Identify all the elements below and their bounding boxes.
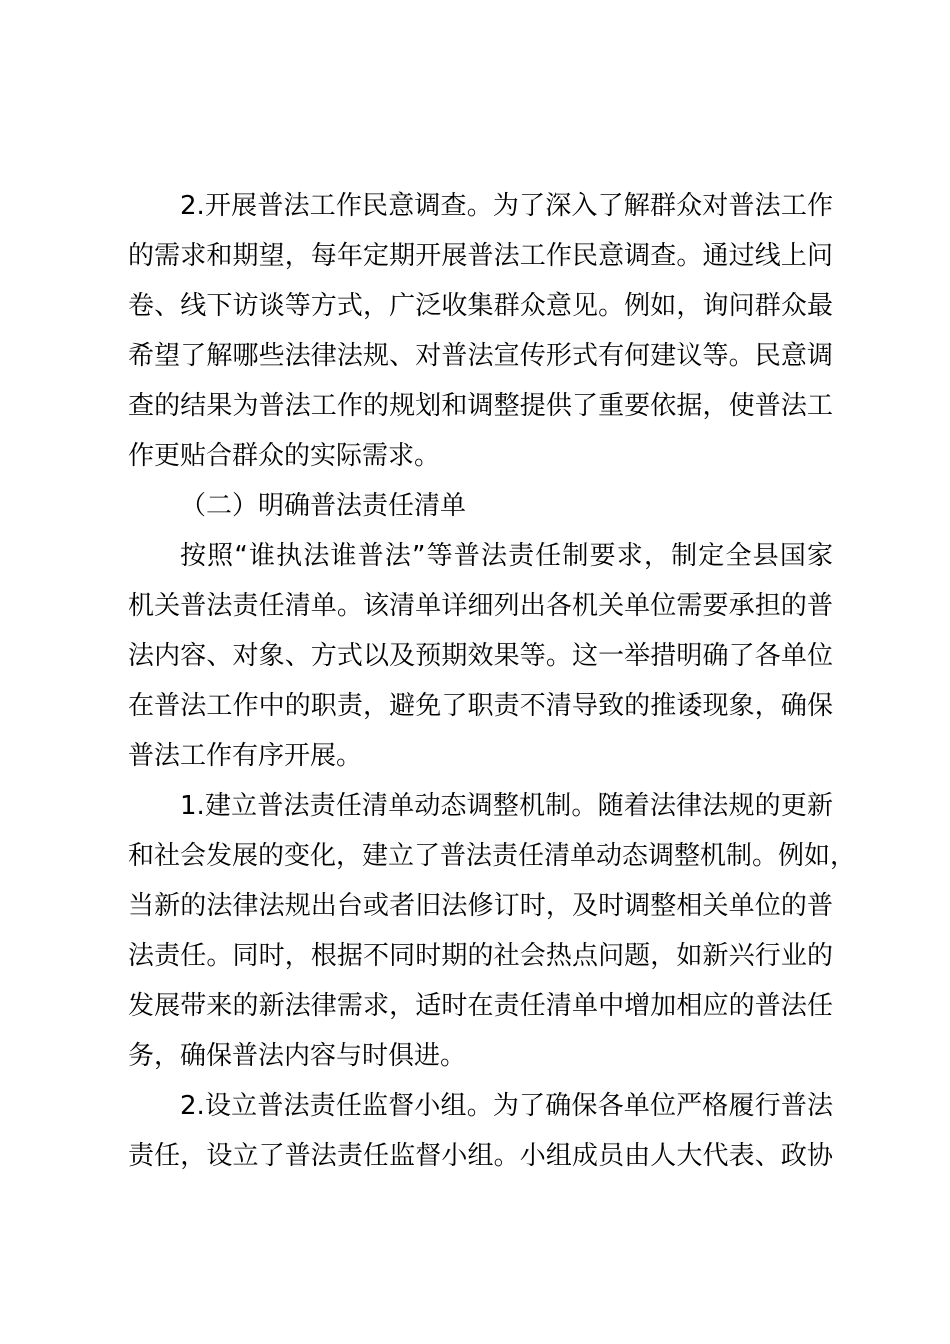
- section-heading: [128, 481, 833, 531]
- text-line: 务，确保普法内容与时俱进。: [128, 1041, 467, 1071]
- document-body: [128, 181, 857, 1181]
- text-line: 按照“谁执法谁普法”等普法责任制要求，制定全县国家: [180, 541, 833, 571]
- text-line: 卷、线下访谈等方式，广泛收集群众意见。例如，询问群众最: [128, 291, 833, 321]
- text-line: 2.开展普法工作民意调查。为了深入了解群众对普法工作: [180, 191, 833, 221]
- text-line: 责任，设立了普法责任监督小组。小组成员由人大代表、政协: [128, 1141, 833, 1171]
- section-heading-text: （二）明确普法责任清单: [180, 491, 467, 521]
- paragraph-dynamic-adjustment: [128, 781, 857, 1081]
- text-line: 当新的法律法规出台或者旧法修订时，及时调整相关单位的普: [128, 891, 833, 921]
- text-line: 1.建立普法责任清单动态调整机制。随着法律法规的更新: [180, 791, 833, 821]
- paragraph-survey: [128, 181, 833, 481]
- text-line: 法责任。同时，根据不同时期的社会热点问题，如新兴行业的: [128, 941, 833, 971]
- text-line: 在普法工作中的职责，避免了职责不清导致的推诿现象，确保: [128, 691, 833, 721]
- text-line: 查的结果为普法工作的规划和调整提供了重要依据，使普法工: [128, 391, 833, 421]
- text-line: 普法工作有序开展。: [128, 741, 363, 771]
- text-line: 机关普法责任清单。该清单详细列出各机关单位需要承担的普: [128, 591, 833, 621]
- text-line: 希望了解哪些法律法规、对普法宣传形式有何建议等。民意调: [128, 341, 833, 371]
- text-line: 法内容、对象、方式以及预期效果等。这一举措明确了各单位: [128, 641, 833, 671]
- text-line: 发展带来的新法律需求，适时在责任清单中增加相应的普法任: [128, 991, 833, 1021]
- text-line: 的需求和期望，每年定期开展普法工作民意调查。通过线上问: [128, 241, 833, 271]
- paragraph-responsibility-list: [128, 531, 833, 781]
- text-line: 作更贴合群众的实际需求。: [128, 441, 441, 471]
- text-line: 和社会发展的变化，建立了普法责任清单动态调整机制。例如，: [128, 841, 857, 871]
- text-line: 2.设立普法责任监督小组。为了确保各单位严格履行普法: [180, 1091, 833, 1121]
- paragraph-supervision-group: [128, 1081, 833, 1181]
